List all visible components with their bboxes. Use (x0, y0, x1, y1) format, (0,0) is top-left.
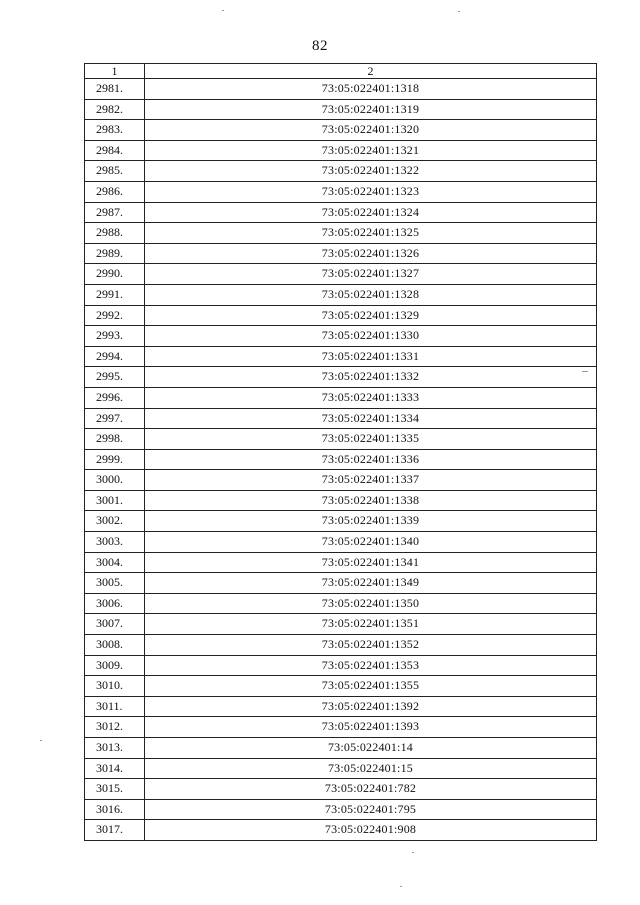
cadastral-number: 73:05:022401:1340 (145, 532, 597, 553)
cadastral-number: 73:05:022401:1393 (145, 717, 597, 738)
table-row (85, 223, 597, 244)
row-number: 3007. (85, 614, 145, 635)
cadastral-number: 73:05:022401:1351 (145, 614, 597, 635)
table-row (85, 470, 597, 491)
row-number: 3008. (85, 635, 145, 656)
row-number: 2990. (85, 264, 145, 285)
table-row (85, 758, 597, 779)
scan-speck (222, 10, 224, 11)
row-number: 3005. (85, 573, 145, 594)
cadastral-number: 73:05:022401:1321 (145, 140, 597, 161)
table-row (85, 202, 597, 223)
table-row (85, 532, 597, 553)
table-row (85, 326, 597, 347)
row-number: 3001. (85, 490, 145, 511)
row-number: 2993. (85, 326, 145, 347)
cadastral-number: 73:05:022401:1328 (145, 284, 597, 305)
table-row (85, 305, 597, 326)
row-number: 3016. (85, 799, 145, 820)
cadastral-number: 73:05:022401:1350 (145, 593, 597, 614)
table-header-row (85, 64, 597, 79)
row-number: 3015. (85, 779, 145, 800)
row-number: 2991. (85, 284, 145, 305)
table-row (85, 799, 597, 820)
table-row (85, 573, 597, 594)
cadastral-number: 73:05:022401:1327 (145, 264, 597, 285)
table-row (85, 655, 597, 676)
cadastral-number: 73:05:022401:1319 (145, 99, 597, 120)
scan-speck (400, 886, 402, 887)
page-number: 82 (312, 38, 328, 54)
table-row (85, 635, 597, 656)
table-row (85, 490, 597, 511)
row-number: 2985. (85, 161, 145, 182)
row-number: 3003. (85, 532, 145, 553)
row-number: 3010. (85, 676, 145, 697)
scan-speck (40, 740, 42, 741)
row-number: 3002. (85, 511, 145, 532)
cadastral-number: 73:05:022401:1329 (145, 305, 597, 326)
table-row (85, 346, 597, 367)
scan-speck (412, 852, 414, 853)
row-number: 2992. (85, 305, 145, 326)
table-row (85, 79, 597, 100)
row-number: 2988. (85, 223, 145, 244)
cadastral-number: 73:05:022401:1341 (145, 552, 597, 573)
cadastral-number: 73:05:022401:1322 (145, 161, 597, 182)
row-number: 2987. (85, 202, 145, 223)
row-number: 3006. (85, 593, 145, 614)
table-row (85, 511, 597, 532)
cadastral-number: 73:05:022401:1355 (145, 676, 597, 697)
table-row (85, 820, 597, 841)
row-number: 3017. (85, 820, 145, 841)
row-number: 2997. (85, 408, 145, 429)
table-row (85, 779, 597, 800)
cadastral-number: 73:05:022401:795 (145, 799, 597, 820)
table-row (85, 181, 597, 202)
row-number: 2981. (85, 79, 145, 100)
table-row (85, 696, 597, 717)
table-row (85, 387, 597, 408)
cadastral-number: 73:05:022401:1318 (145, 79, 597, 100)
row-number: 2996. (85, 387, 145, 408)
column-header-number: 1 (85, 64, 145, 79)
cadastral-number: 73:05:022401:1392 (145, 696, 597, 717)
cadastral-number: 73:05:022401:782 (145, 779, 597, 800)
cadastral-number: 73:05:022401:1353 (145, 655, 597, 676)
cadastral-number: 73:05:022401:1326 (145, 243, 597, 264)
table-row (85, 676, 597, 697)
cadastral-number: 73:05:022401:15 (145, 758, 597, 779)
row-number: 2995. (85, 367, 145, 388)
table-row (85, 284, 597, 305)
cadastral-number: 73:05:022401:1325 (145, 223, 597, 244)
scan-speck (582, 371, 588, 372)
table-row (85, 99, 597, 120)
row-number: 2984. (85, 140, 145, 161)
column-header-cadastral-number: 2 (145, 64, 597, 79)
table-row (85, 449, 597, 470)
cadastral-number: 73:05:022401:1320 (145, 120, 597, 141)
cadastral-number: 73:05:022401:1336 (145, 449, 597, 470)
table-row (85, 429, 597, 450)
row-number: 3000. (85, 470, 145, 491)
row-number: 3012. (85, 717, 145, 738)
table-row (85, 161, 597, 182)
cadastral-number: 73:05:022401:1331 (145, 346, 597, 367)
cadastral-number: 73:05:022401:1339 (145, 511, 597, 532)
cadastral-number: 73:05:022401:1334 (145, 408, 597, 429)
row-number: 2986. (85, 181, 145, 202)
table-row (85, 120, 597, 141)
row-number: 3009. (85, 655, 145, 676)
table-row (85, 593, 597, 614)
table-row (85, 264, 597, 285)
row-number: 3014. (85, 758, 145, 779)
cadastral-table (84, 63, 597, 841)
cadastral-number: 73:05:022401:1337 (145, 470, 597, 491)
table-row (85, 552, 597, 573)
table-row (85, 367, 597, 388)
cadastral-number: 73:05:022401:14 (145, 738, 597, 759)
row-number: 3013. (85, 738, 145, 759)
row-number: 2998. (85, 429, 145, 450)
table-row (85, 243, 597, 264)
cadastral-number: 73:05:022401:1324 (145, 202, 597, 223)
cadastral-number: 73:05:022401:1338 (145, 490, 597, 511)
row-number: 2994. (85, 346, 145, 367)
table-row (85, 140, 597, 161)
table-row (85, 614, 597, 635)
table-row (85, 717, 597, 738)
row-number: 3004. (85, 552, 145, 573)
table-row (85, 408, 597, 429)
row-number: 2999. (85, 449, 145, 470)
row-number: 3011. (85, 696, 145, 717)
cadastral-number: 73:05:022401:1352 (145, 635, 597, 656)
cadastral-number: 73:05:022401:1323 (145, 181, 597, 202)
cadastral-number: 73:05:022401:1330 (145, 326, 597, 347)
table-body (85, 79, 597, 841)
scan-speck (458, 11, 460, 12)
row-number: 2989. (85, 243, 145, 264)
cadastral-number: 73:05:022401:1349 (145, 573, 597, 594)
cadastral-number: 73:05:022401:908 (145, 820, 597, 841)
row-number: 2983. (85, 120, 145, 141)
cadastral-number: 73:05:022401:1335 (145, 429, 597, 450)
table-row (85, 738, 597, 759)
cadastral-number: 73:05:022401:1332 (145, 367, 597, 388)
cadastral-number: 73:05:022401:1333 (145, 387, 597, 408)
row-number: 2982. (85, 99, 145, 120)
